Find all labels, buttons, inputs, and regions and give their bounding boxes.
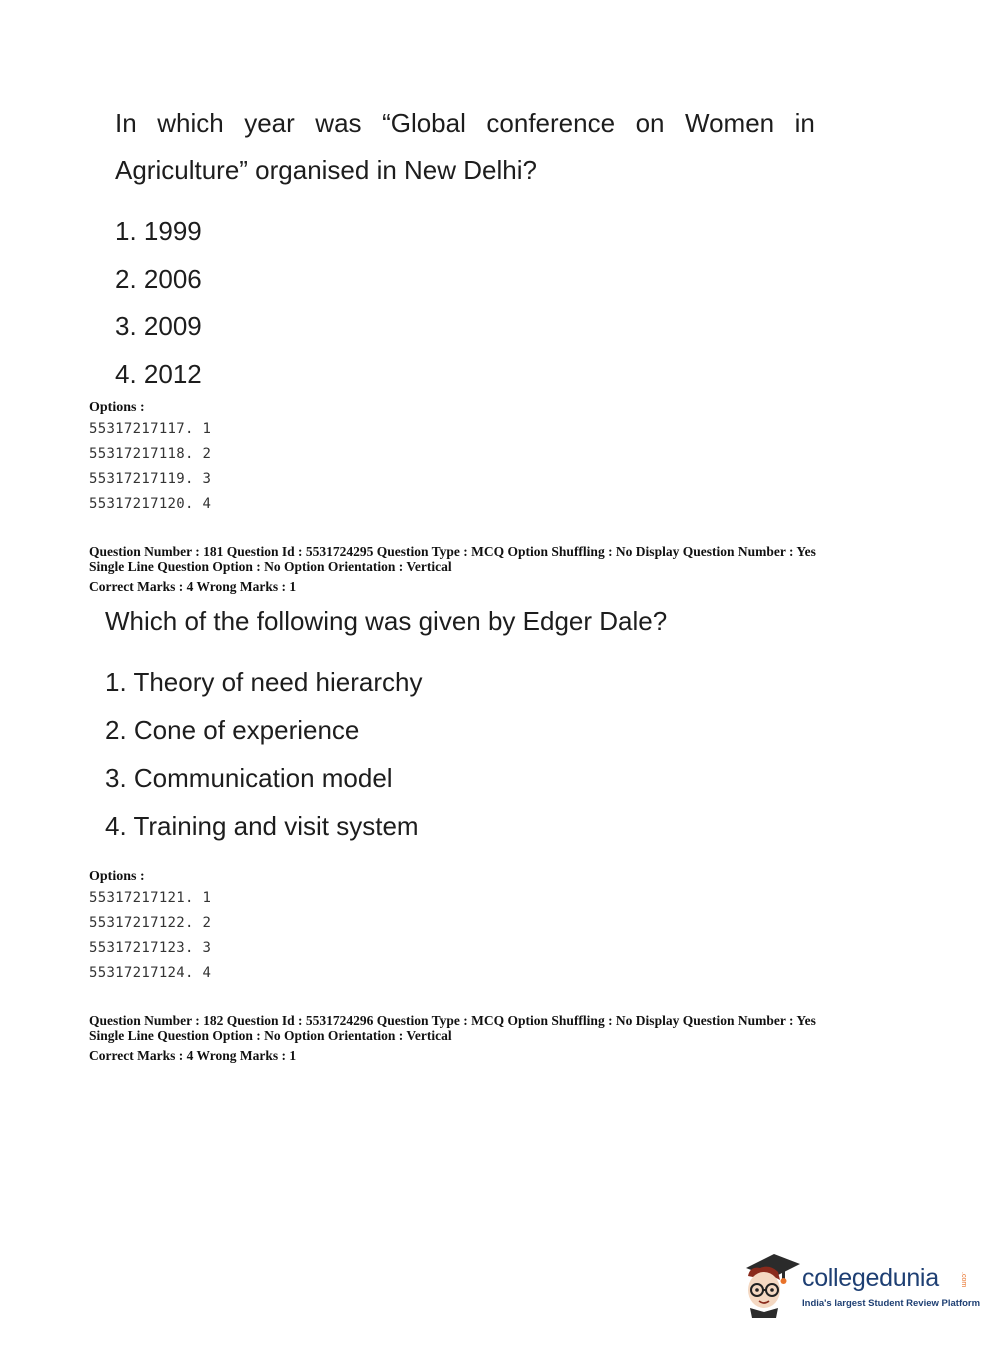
q180-option-id-2: 55317217118. 2: [89, 446, 212, 462]
q181-meta-line2: Single Line Question Option : No Option Orientation : Vertical: [89, 559, 452, 574]
logo-tagline: India's largest Student Review Platform: [802, 1298, 981, 1309]
q181-option-id-2: 55317217122. 2: [89, 915, 212, 931]
collegedunia-logo: [740, 1250, 981, 1320]
word: in: [794, 108, 815, 138]
q180-choice-2: 2. 2006: [115, 264, 202, 294]
q181-question: Which of the following was given by Edger Dale?: [105, 606, 668, 636]
q180-options-label: Options :: [89, 400, 145, 415]
q181-choice-4: 4. Training and visit system: [105, 811, 419, 841]
q181-choice-2: 2. Cone of experience: [105, 715, 360, 745]
word: “Global: [382, 108, 466, 138]
logo-brand: collegedunia: [802, 1264, 939, 1292]
word: In: [115, 108, 137, 138]
q180-option-id-1: 55317217117. 1: [89, 421, 212, 437]
q180-choice-3: 3. 2009: [115, 311, 202, 341]
q180-choice-1: 1. 1999: [115, 216, 202, 246]
word: which: [157, 108, 224, 138]
q181-choice-1: 1. Theory of need hierarchy: [105, 667, 423, 697]
word: on: [635, 108, 665, 138]
q180-question-line2: Agriculture” organised in New Delhi?: [115, 155, 537, 185]
q181-options-label: Options :: [89, 869, 145, 884]
q182-meta-line3: Correct Marks : 4 Wrong Marks : 1: [89, 1048, 297, 1063]
q181-meta-line1: Question Number : 181 Question Id : 5531724295 Question Type : MCQ Option Shuffling : No Display Question Number : Yes: [89, 544, 816, 559]
q181-choice-3: 3. Communication model: [105, 763, 393, 793]
word: was: [315, 108, 362, 138]
q181-option-id-3: 55317217123. 3: [89, 940, 212, 956]
q181-meta-line3: Correct Marks : 4 Wrong Marks : 1: [89, 579, 297, 594]
q180-question-line1: [115, 110, 815, 136]
mascot-icon: [740, 1250, 800, 1320]
q180-option-id-4: 55317217120. 4: [89, 496, 212, 512]
word: conference: [486, 108, 616, 138]
q182-meta-line1: Question Number : 182 Question Id : 5531724296 Question Type : MCQ Option Shuffling : No Display Question Number : Yes: [89, 1013, 816, 1028]
q182-meta-line2: Single Line Question Option : No Option Orientation : Vertical: [89, 1028, 452, 1043]
q180-choice-4: 4. 2012: [115, 359, 202, 389]
logo-com: .com: [960, 1272, 967, 1288]
q181-option-id-1: 55317217121. 1: [89, 890, 212, 906]
q181-option-id-4: 55317217124. 4: [89, 965, 212, 981]
word: year: [244, 108, 295, 138]
word: Women: [685, 108, 775, 138]
q180-option-id-3: 55317217119. 3: [89, 471, 212, 487]
